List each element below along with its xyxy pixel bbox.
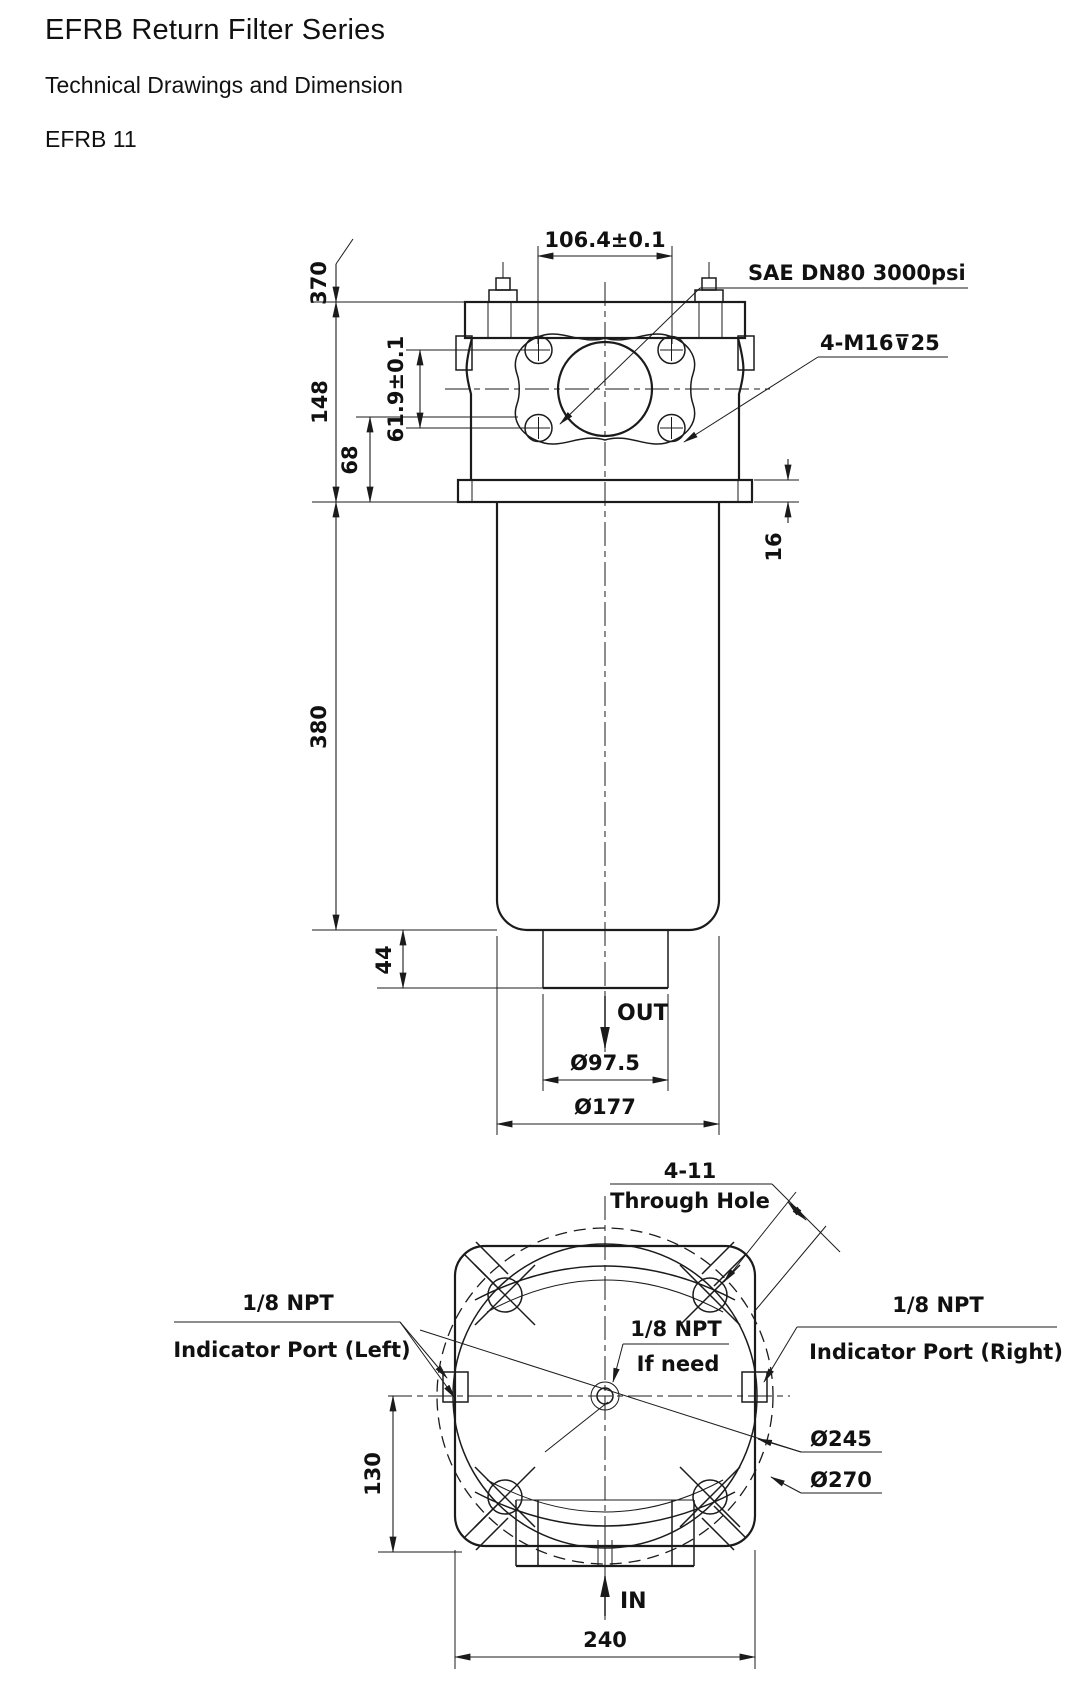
dim-body-length-label: 380 bbox=[307, 705, 331, 749]
npt-right-label-line1: 1/8 NPT bbox=[892, 1293, 984, 1317]
dim-body-dia-label: Ø177 bbox=[574, 1095, 636, 1119]
dim-hole-horizontal-label: 106.4±0.1 bbox=[544, 228, 666, 252]
head-block-left bbox=[467, 338, 472, 480]
dim-center-to-edge-label: 130 bbox=[361, 1452, 385, 1496]
npt-center-label-line2: If need bbox=[636, 1352, 720, 1376]
sae-flange-label: SAE DN80 3000psi bbox=[748, 261, 966, 285]
through-hole-label-line1: 4-11 bbox=[663, 1159, 717, 1183]
dim-plate-thickness-label: 16 bbox=[762, 532, 786, 562]
plan-view-drawing bbox=[173, 1159, 1063, 1669]
dim-outlet-dia-label: Ø97.5 bbox=[570, 1051, 640, 1075]
filter-bowl bbox=[497, 502, 719, 930]
model-label: EFRB 11 bbox=[45, 126, 137, 152]
dim-flange-dia-label: Ø270 bbox=[810, 1468, 872, 1492]
dim-head-height-label: 148 bbox=[308, 380, 332, 424]
mounting-bolts-label: 4-M16⊽25 bbox=[820, 331, 940, 355]
npt-left-label-line2: Indicator Port (Left) bbox=[173, 1338, 411, 1362]
front-view-drawing bbox=[307, 228, 968, 1135]
npt-left-label-line1: 1/8 NPT bbox=[242, 1291, 334, 1315]
dim-overall-label: 370 bbox=[307, 261, 331, 305]
dim-square-width-label: 240 bbox=[583, 1628, 627, 1652]
out-label: OUT bbox=[617, 1001, 669, 1026]
page-subtitle: Technical Drawings and Dimension bbox=[45, 72, 403, 98]
dim-outlet-length-label: 44 bbox=[372, 945, 396, 975]
dim-hole-vertical-label: 61.9±0.1 bbox=[384, 335, 408, 443]
head-block-right bbox=[738, 338, 743, 480]
dim-bolt-circle-label: Ø245 bbox=[810, 1427, 872, 1451]
npt-center-label-line1: 1/8 NPT bbox=[630, 1317, 722, 1341]
npt-right-label-line2: Indicator Port (Right) bbox=[809, 1340, 1063, 1364]
in-label: IN bbox=[620, 1589, 647, 1614]
dim-68-label: 68 bbox=[338, 445, 362, 475]
through-hole-label-line2: Through Hole bbox=[610, 1189, 770, 1213]
page-title: EFRB Return Filter Series bbox=[45, 14, 386, 46]
